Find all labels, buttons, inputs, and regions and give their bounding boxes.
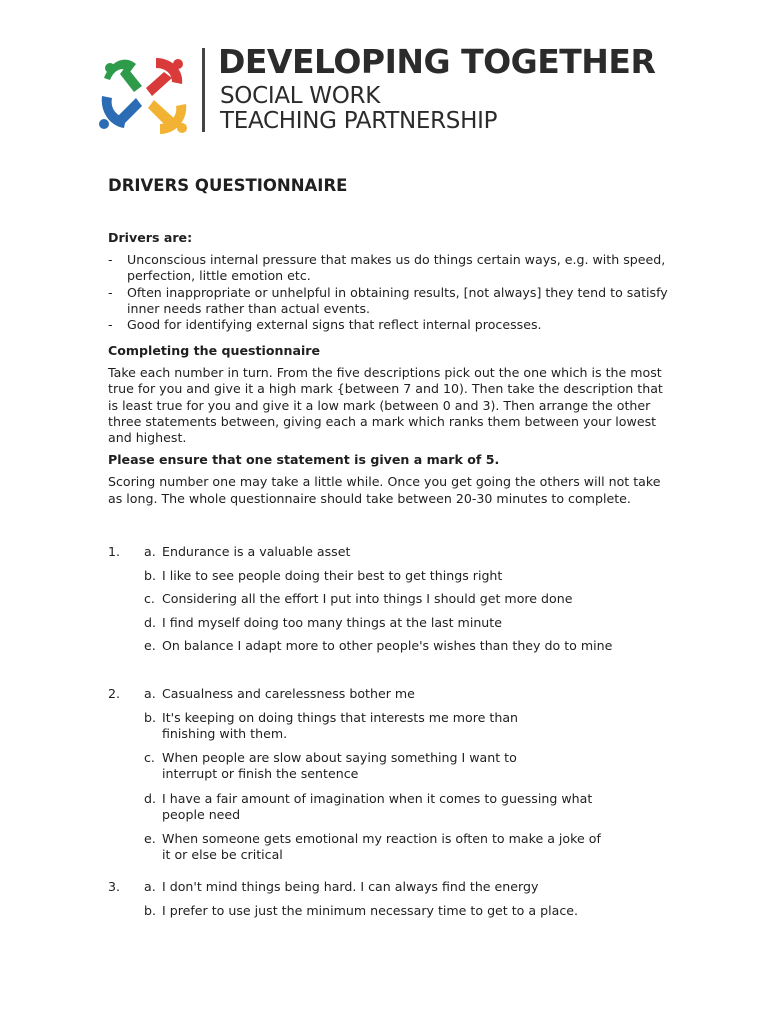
drivers-bullet: - Unconscious internal pressure that makes us do things certain ways, e.g. with speed, perfection, little emotion etc. bbox=[108, 252, 666, 284]
question-number: 3. bbox=[108, 879, 121, 894]
drivers-bullet: - Good for identifying external signs that reflect internal processes. bbox=[108, 317, 542, 333]
completing-heading: Completing the questionnaire bbox=[108, 343, 321, 358]
header bbox=[96, 40, 686, 140]
drivers-bullet: - Often inappropriate or unhelpful in obtaining results, [not always] they tend to satisfy inner needs rather than actual events. bbox=[108, 284, 668, 316]
completing-text: Take each number in turn. From the five descriptions pick out the one which is the most true for you and give it a high mark {between 7 and 10). Then take the description that is least true for you and give it a low mark (between 0 and 3). Then arrange the other three statements between, giving each a mark which ranks them between your lowest and highest. bbox=[108, 365, 663, 446]
question-number: 1. bbox=[108, 544, 121, 559]
scoring-text: Scoring number one may take a little while. Once you get going the others will not take as long. The whole questionnaire should take between 20-30 minutes to complete. bbox=[108, 474, 661, 506]
partnership-logo-icon bbox=[96, 48, 192, 140]
header-divider bbox=[202, 48, 205, 132]
question-number: 2. bbox=[108, 686, 121, 701]
drivers-section bbox=[108, 230, 668, 333]
brand-subtitle-line-2: TEACHING PARTNERSHIP bbox=[220, 108, 498, 134]
completing-section bbox=[108, 343, 668, 507]
drivers-heading: Drivers are: bbox=[108, 230, 193, 245]
ensure-text: Please ensure that one statement is given a mark of 5. bbox=[108, 452, 500, 468]
document-title: DRIVERS QUESTIONNAIRE bbox=[108, 176, 348, 195]
brand-subtitle-line-1: SOCIAL WORK bbox=[220, 83, 381, 109]
brand-title: DEVELOPING TOGETHER bbox=[218, 42, 656, 81]
